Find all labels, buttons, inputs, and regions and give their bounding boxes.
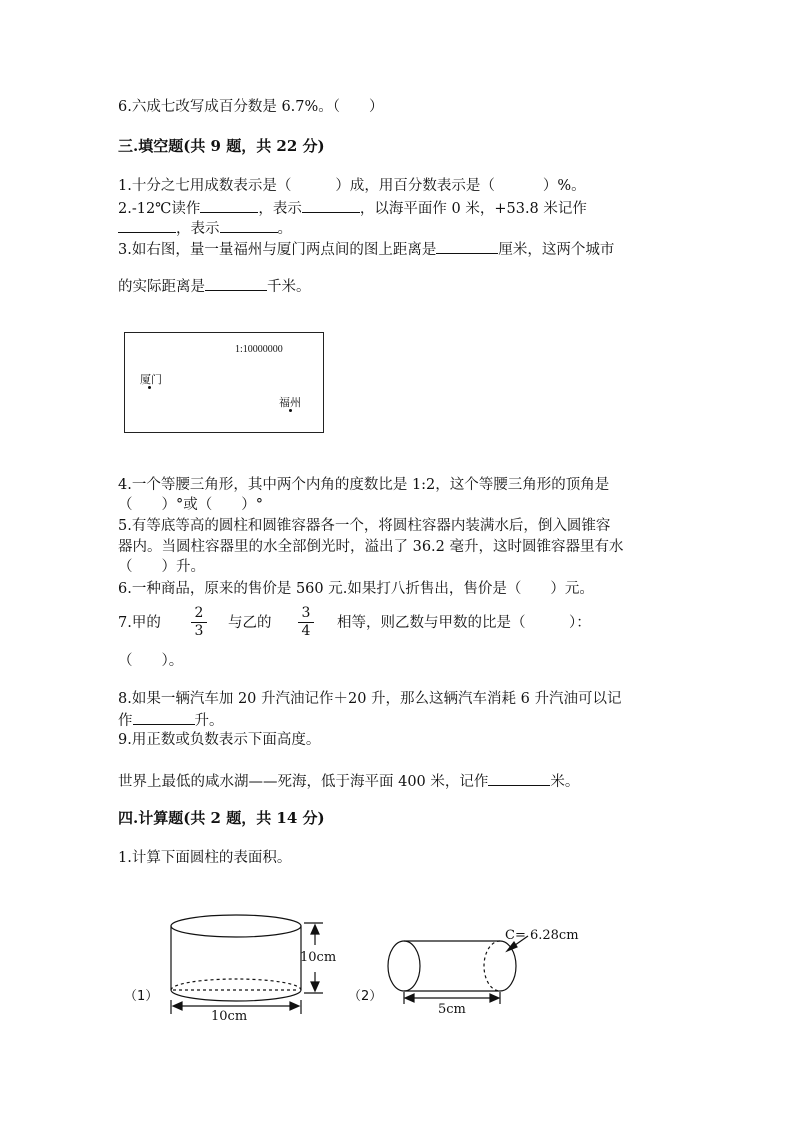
fill-q5-cont: 器内。当圆柱容器里的水全部倒光时，溢出了 36.2 毫升，这时圆锥容器里有水 <box>118 539 624 555</box>
q1-text-a: 1.十分之七用成数表示是（ <box>118 178 292 194</box>
q7-text-c: 相等，则乙数与甲数的比是（ ）： <box>337 615 591 631</box>
cylinder-2 <box>388 936 528 1004</box>
fill-q6: 6.一种商品，原来的售价是 560 元.如果打八折售出，售价是（ ）元。 <box>118 581 594 597</box>
calc-q1: 1.计算下面圆柱的表面积。 <box>118 850 292 866</box>
fill-q4-cont: （ ）°或（ ）° <box>118 497 263 513</box>
q2-text-c: ，以海平面作 0 米，+53.8 米记作 <box>359 201 587 217</box>
q3-text-a: 3.如右图，量一量福州与厦门两点间的图上距离是 <box>118 242 437 258</box>
q2-text-d: ，表示 <box>176 221 220 237</box>
q2-text-e: 。 <box>277 221 292 237</box>
true-false-q6: 6.六成七改写成百分数是 6.7%。（ ） <box>118 99 384 115</box>
q9-text-c: 米。 <box>550 774 580 790</box>
q1-text-c: ）%。 <box>542 178 586 194</box>
q3-text-c: 的实际距离是 <box>118 279 205 295</box>
fill-q9: 9.用正数或负数表示下面高度。 <box>118 732 321 748</box>
fill-q5-cont2: （ ）升。 <box>118 559 205 575</box>
q1-text-b: ）成，用百分数表示是（ <box>335 178 495 194</box>
q7-text-b: 与乙的 <box>228 615 272 631</box>
frac1-denominator: 3 <box>194 623 204 639</box>
frac2-numerator: 3 <box>301 605 311 621</box>
q3-text-d: 千米。 <box>267 279 311 295</box>
figure1-label: （1） <box>124 989 159 1004</box>
q8-text-b: 作 <box>118 713 133 729</box>
figure2-label: （2） <box>348 989 383 1004</box>
city-xiamen: 厦门 <box>140 373 162 386</box>
q9-text-b: 世界上最低的咸水湖——死海，低于海平面 400 米，记作 <box>118 774 489 790</box>
fill-q7-cont: （ ）。 <box>118 653 184 669</box>
cylinder1-diameter: 10cm <box>211 1009 248 1024</box>
cylinder2-length: 5cm <box>438 1002 466 1017</box>
q3-text-b: 厘米，这两个城市 <box>498 242 615 258</box>
q8-text-c: 升。 <box>194 713 224 729</box>
frac2-denominator: 4 <box>301 623 311 639</box>
cylinder1-height: 10cm <box>300 950 337 965</box>
q7-text-a: 7.甲的 <box>118 615 161 631</box>
q2-text-b: ，表示 <box>258 201 302 217</box>
frac1-numerator: 2 <box>194 605 204 621</box>
city-fuzhou: 福州 <box>279 396 301 409</box>
map-scale: 1:10000000 <box>235 344 283 355</box>
fill-q4: 4.一个等腰三角形，其中两个内角的度数比是 1:2，这个等腰三角形的顶角是 <box>118 477 610 493</box>
section3-title: 三.填空题(共 9 题，共 22 分) <box>118 137 325 155</box>
cylinder2-circumference: C= 6.28cm <box>505 928 579 943</box>
fill-q5: 5.有等底等高的圆柱和圆锥容器各一个，将圆柱容器内装满水后，倒入圆锥容 <box>118 518 611 534</box>
q2-text-a: 2.-12℃读作 <box>118 201 201 217</box>
section4-title: 四.计算题(共 2 题，共 14 分) <box>118 809 325 827</box>
fill-q8: 8.如果一辆汽车加 20 升汽油记作＋20 升，那么这辆汽车消耗 6 升汽油可以记 <box>118 691 622 707</box>
